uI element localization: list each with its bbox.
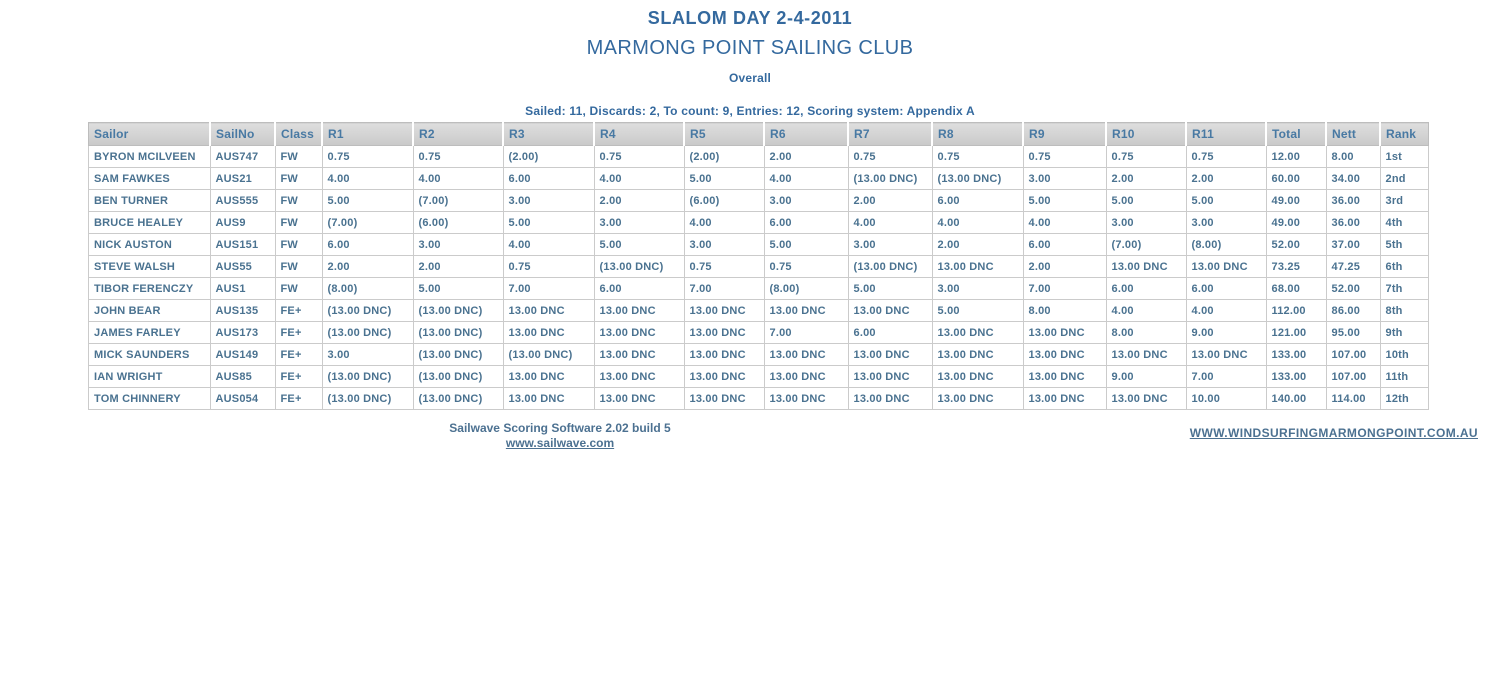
cell-r1: (13.00 DNC): [322, 322, 413, 344]
cell-total: 60.00: [1266, 168, 1326, 190]
cell-r8: (13.00 DNC): [932, 168, 1023, 190]
table-header-row: [89, 123, 1429, 146]
cell-total: 12.00: [1266, 146, 1326, 168]
cell-r8: 2.00: [932, 234, 1023, 256]
cell-total: 133.00: [1266, 344, 1326, 366]
cell-r8: 4.00: [932, 212, 1023, 234]
column-header-class: Class: [275, 123, 322, 146]
cell-r8: 13.00 DNC: [932, 388, 1023, 410]
table-row: [89, 322, 1429, 344]
cell-class: FE+: [275, 366, 322, 388]
cell-r9: 2.00: [1023, 256, 1106, 278]
series-summary: Sailed: 11, Discards: 2, To count: 9, Entries: 12, Scoring system: Appendix A: [525, 104, 975, 118]
cell-r5: 3.00: [684, 234, 764, 256]
cell-r10: 9.00: [1106, 366, 1186, 388]
cell-class: FW: [275, 256, 322, 278]
cell-sailno: AUS9: [210, 212, 275, 234]
cell-r5: 13.00 DNC: [684, 388, 764, 410]
cell-r7: 13.00 DNC: [848, 300, 932, 322]
column-header-r2: R2: [413, 123, 503, 146]
cell-r1: (8.00): [322, 278, 413, 300]
cell-rank: 10th: [1380, 344, 1429, 366]
cell-nett: 34.00: [1326, 168, 1380, 190]
cell-total: 73.25: [1266, 256, 1326, 278]
cell-r9: 6.00: [1023, 234, 1106, 256]
cell-sailor: STEVE WALSH: [89, 256, 211, 278]
cell-r4: 13.00 DNC: [594, 300, 684, 322]
cell-sailor: BEN TURNER: [89, 190, 211, 212]
cell-r1: (13.00 DNC): [322, 388, 413, 410]
cell-rank: 4th: [1380, 212, 1429, 234]
cell-r11: 13.00 DNC: [1186, 344, 1266, 366]
cell-r10: 13.00 DNC: [1106, 256, 1186, 278]
table-row: [89, 388, 1429, 410]
cell-r2: (7.00): [413, 190, 503, 212]
table-row: [89, 212, 1429, 234]
cell-r4: 4.00: [594, 168, 684, 190]
cell-sailno: AUS151: [210, 234, 275, 256]
cell-r10: 0.75: [1106, 146, 1186, 168]
cell-r8: 5.00: [932, 300, 1023, 322]
cell-class: FE+: [275, 388, 322, 410]
cell-r1: 5.00: [322, 190, 413, 212]
column-header-nett: Nett: [1326, 123, 1380, 146]
cell-r2: 4.00: [413, 168, 503, 190]
cell-r7: 5.00: [848, 278, 932, 300]
cell-r5: 0.75: [684, 256, 764, 278]
cell-sailor: JOHN BEAR: [89, 300, 211, 322]
cell-class: FW: [275, 190, 322, 212]
cell-sailno: AUS149: [210, 344, 275, 366]
cell-r10: 13.00 DNC: [1106, 388, 1186, 410]
cell-r10: 13.00 DNC: [1106, 344, 1186, 366]
cell-r11: 13.00 DNC: [1186, 256, 1266, 278]
cell-rank: 1st: [1380, 146, 1429, 168]
cell-r9: 13.00 DNC: [1023, 344, 1106, 366]
cell-r3: (13.00 DNC): [503, 344, 594, 366]
cell-r5: 13.00 DNC: [684, 344, 764, 366]
cell-r8: 0.75: [932, 146, 1023, 168]
cell-total: 121.00: [1266, 322, 1326, 344]
cell-nett: 107.00: [1326, 366, 1380, 388]
cell-sailno: AUS1: [210, 278, 275, 300]
cell-r11: 7.00: [1186, 366, 1266, 388]
cell-r1: 0.75: [322, 146, 413, 168]
table-row: [89, 190, 1429, 212]
cell-sailor: TIBOR FERENCZY: [89, 278, 211, 300]
cell-r6: 4.00: [764, 168, 848, 190]
table-row: [89, 366, 1429, 388]
cell-sailor: SAM FAWKES: [89, 168, 211, 190]
cell-sailno: AUS555: [210, 190, 275, 212]
cell-r4: 5.00: [594, 234, 684, 256]
cell-sailor: JAMES FARLEY: [89, 322, 211, 344]
cell-r8: 13.00 DNC: [932, 366, 1023, 388]
cell-total: 112.00: [1266, 300, 1326, 322]
cell-r10: 6.00: [1106, 278, 1186, 300]
cell-sailor: NICK AUSTON: [89, 234, 211, 256]
cell-r3: 6.00: [503, 168, 594, 190]
cell-r7: 13.00 DNC: [848, 344, 932, 366]
cell-r7: (13.00 DNC): [848, 168, 932, 190]
cell-r7: (13.00 DNC): [848, 256, 932, 278]
cell-r4: 13.00 DNC: [594, 366, 684, 388]
cell-r11: 5.00: [1186, 190, 1266, 212]
cell-r6: 0.75: [764, 256, 848, 278]
cell-r1: (13.00 DNC): [322, 300, 413, 322]
column-header-r9: R9: [1023, 123, 1106, 146]
table-row: [89, 234, 1429, 256]
cell-r11: 3.00: [1186, 212, 1266, 234]
table-row: [89, 300, 1429, 322]
cell-r2: (13.00 DNC): [413, 388, 503, 410]
cell-nett: 36.00: [1326, 212, 1380, 234]
cell-r4: 13.00 DNC: [594, 344, 684, 366]
cell-r8: 3.00: [932, 278, 1023, 300]
cell-r8: 13.00 DNC: [932, 344, 1023, 366]
cell-r3: 3.00: [503, 190, 594, 212]
cell-class: FE+: [275, 322, 322, 344]
cell-nett: 47.25: [1326, 256, 1380, 278]
cell-r5: 4.00: [684, 212, 764, 234]
column-header-r8: R8: [932, 123, 1023, 146]
cell-r7: 13.00 DNC: [848, 388, 932, 410]
table-row: [89, 168, 1429, 190]
cell-r5: 7.00: [684, 278, 764, 300]
cell-rank: 7th: [1380, 278, 1429, 300]
cell-r11: 10.00: [1186, 388, 1266, 410]
cell-rank: 9th: [1380, 322, 1429, 344]
cell-r1: 2.00: [322, 256, 413, 278]
cell-r1: (7.00): [322, 212, 413, 234]
cell-rank: 12th: [1380, 388, 1429, 410]
cell-r2: (13.00 DNC): [413, 344, 503, 366]
cell-total: 52.00: [1266, 234, 1326, 256]
sailwave-credit: [380, 421, 740, 450]
cell-r7: 6.00: [848, 322, 932, 344]
cell-r8: 13.00 DNC: [932, 256, 1023, 278]
cell-rank: 6th: [1380, 256, 1429, 278]
column-header-r4: R4: [594, 123, 684, 146]
cell-r1: 4.00: [322, 168, 413, 190]
cell-r2: 0.75: [413, 146, 503, 168]
cell-total: 49.00: [1266, 212, 1326, 234]
cell-r2: (13.00 DNC): [413, 366, 503, 388]
cell-class: FE+: [275, 344, 322, 366]
column-header-r11: R11: [1186, 123, 1266, 146]
cell-r9: 7.00: [1023, 278, 1106, 300]
cell-r9: 13.00 DNC: [1023, 366, 1106, 388]
column-header-rank: Rank: [1380, 123, 1429, 146]
cell-r11: 6.00: [1186, 278, 1266, 300]
cell-r2: 5.00: [413, 278, 503, 300]
cell-r9: 5.00: [1023, 190, 1106, 212]
cell-r6: 6.00: [764, 212, 848, 234]
cell-r9: 3.00: [1023, 168, 1106, 190]
cell-nett: 95.00: [1326, 322, 1380, 344]
cell-r2: 2.00: [413, 256, 503, 278]
credit-text: Sailwave Scoring Software 2.02 build 5: [449, 421, 671, 435]
cell-r10: 8.00: [1106, 322, 1186, 344]
column-header-sailor: Sailor: [89, 123, 211, 146]
cell-r2: (13.00 DNC): [413, 300, 503, 322]
cell-r10: 2.00: [1106, 168, 1186, 190]
cell-sailno: AUS135: [210, 300, 275, 322]
cell-sailor: TOM CHINNERY: [89, 388, 211, 410]
cell-r6: 13.00 DNC: [764, 366, 848, 388]
cell-sailno: AUS85: [210, 366, 275, 388]
cell-sailor: MICK SAUNDERS: [89, 344, 211, 366]
column-header-r7: R7: [848, 123, 932, 146]
column-header-r6: R6: [764, 123, 848, 146]
cell-r9: 13.00 DNC: [1023, 322, 1106, 344]
cell-sailno: AUS173: [210, 322, 275, 344]
column-header-r5: R5: [684, 123, 764, 146]
cell-r3: 13.00 DNC: [503, 388, 594, 410]
cell-r4: 2.00: [594, 190, 684, 212]
cell-r5: 13.00 DNC: [684, 366, 764, 388]
section-title: Overall: [728, 71, 772, 85]
cell-r11: 9.00: [1186, 322, 1266, 344]
cell-r11: 2.00: [1186, 168, 1266, 190]
cell-nett: 107.00: [1326, 344, 1380, 366]
cell-rank: 11th: [1380, 366, 1429, 388]
cell-r5: (6.00): [684, 190, 764, 212]
cell-r4: 3.00: [594, 212, 684, 234]
cell-total: 68.00: [1266, 278, 1326, 300]
cell-total: 49.00: [1266, 190, 1326, 212]
cell-r8: 13.00 DNC: [932, 322, 1023, 344]
cell-r4: 6.00: [594, 278, 684, 300]
cell-r5: 5.00: [684, 168, 764, 190]
cell-r7: 0.75: [848, 146, 932, 168]
cell-r1: 6.00: [322, 234, 413, 256]
cell-class: FW: [275, 212, 322, 234]
cell-r4: 13.00 DNC: [594, 322, 684, 344]
results-table: [88, 122, 1429, 410]
cell-r6: 13.00 DNC: [764, 344, 848, 366]
cell-r6: 7.00: [764, 322, 848, 344]
cell-r7: 13.00 DNC: [848, 366, 932, 388]
cell-r11: 4.00: [1186, 300, 1266, 322]
cell-nett: 37.00: [1326, 234, 1380, 256]
cell-r9: 4.00: [1023, 212, 1106, 234]
table-row: [89, 278, 1429, 300]
cell-nett: 36.00: [1326, 190, 1380, 212]
cell-class: FW: [275, 146, 322, 168]
cell-r6: 5.00: [764, 234, 848, 256]
cell-r3: (2.00): [503, 146, 594, 168]
cell-r6: 13.00 DNC: [764, 300, 848, 322]
cell-sailor: BRUCE HEALEY: [89, 212, 211, 234]
cell-r11: 0.75: [1186, 146, 1266, 168]
cell-sailno: AUS21: [210, 168, 275, 190]
cell-nett: 52.00: [1326, 278, 1380, 300]
cell-sailor: BYRON MCILVEEN: [89, 146, 211, 168]
column-header-r1: R1: [322, 123, 413, 146]
cell-r3: 0.75: [503, 256, 594, 278]
cell-r10: 4.00: [1106, 300, 1186, 322]
cell-rank: 3rd: [1380, 190, 1429, 212]
cell-r3: 13.00 DNC: [503, 300, 594, 322]
cell-rank: 5th: [1380, 234, 1429, 256]
cell-r6: 3.00: [764, 190, 848, 212]
cell-sailor: IAN WRIGHT: [89, 366, 211, 388]
cell-r9: 13.00 DNC: [1023, 388, 1106, 410]
table-row: [89, 344, 1429, 366]
cell-sailno: AUS054: [210, 388, 275, 410]
cell-r7: 3.00: [848, 234, 932, 256]
cell-r5: (2.00): [684, 146, 764, 168]
cell-r4: 13.00 DNC: [594, 388, 684, 410]
cell-r10: 3.00: [1106, 212, 1186, 234]
cell-nett: 8.00: [1326, 146, 1380, 168]
cell-class: FW: [275, 168, 322, 190]
cell-r9: 0.75: [1023, 146, 1106, 168]
page-title: SLALOM DAY 2-4-2011: [647, 8, 853, 28]
cell-rank: 8th: [1380, 300, 1429, 322]
cell-r2: 3.00: [413, 234, 503, 256]
cell-r6: 2.00: [764, 146, 848, 168]
sailwave-link[interactable]: www.sailwave.com: [505, 436, 615, 450]
cell-r2: (6.00): [413, 212, 503, 234]
cell-class: FW: [275, 234, 322, 256]
cell-r7: 2.00: [848, 190, 932, 212]
column-header-total: Total: [1266, 123, 1326, 146]
cell-r4: (13.00 DNC): [594, 256, 684, 278]
cell-r3: 5.00: [503, 212, 594, 234]
cell-r11: (8.00): [1186, 234, 1266, 256]
column-header-r3: R3: [503, 123, 594, 146]
cell-r1: (13.00 DNC): [322, 366, 413, 388]
cell-class: FE+: [275, 300, 322, 322]
club-website-link[interactable]: WWW.WINDSURFINGMARMONGPOINT.COM.AU: [1189, 426, 1478, 440]
cell-r5: 13.00 DNC: [684, 322, 764, 344]
cell-r3: 13.00 DNC: [503, 366, 594, 388]
cell-rank: 2nd: [1380, 168, 1429, 190]
column-header-r10: R10: [1106, 123, 1186, 146]
column-header-sailno: SailNo: [210, 123, 275, 146]
cell-sailno: AUS747: [210, 146, 275, 168]
cell-nett: 114.00: [1326, 388, 1380, 410]
cell-r8: 6.00: [932, 190, 1023, 212]
cell-sailno: AUS55: [210, 256, 275, 278]
cell-total: 140.00: [1266, 388, 1326, 410]
club-name: MARMONG POINT SAILING CLUB: [586, 37, 914, 59]
cell-r10: 5.00: [1106, 190, 1186, 212]
table-row: [89, 256, 1429, 278]
cell-r3: 7.00: [503, 278, 594, 300]
cell-r3: 4.00: [503, 234, 594, 256]
cell-r1: 3.00: [322, 344, 413, 366]
cell-r7: 4.00: [848, 212, 932, 234]
cell-nett: 86.00: [1326, 300, 1380, 322]
cell-r6: (8.00): [764, 278, 848, 300]
cell-r4: 0.75: [594, 146, 684, 168]
cell-r3: 13.00 DNC: [503, 322, 594, 344]
cell-r6: 13.00 DNC: [764, 388, 848, 410]
cell-r10: (7.00): [1106, 234, 1186, 256]
cell-total: 133.00: [1266, 366, 1326, 388]
table-row: [89, 146, 1429, 168]
cell-r9: 8.00: [1023, 300, 1106, 322]
cell-class: FW: [275, 278, 322, 300]
cell-r5: 13.00 DNC: [684, 300, 764, 322]
cell-r2: (13.00 DNC): [413, 322, 503, 344]
